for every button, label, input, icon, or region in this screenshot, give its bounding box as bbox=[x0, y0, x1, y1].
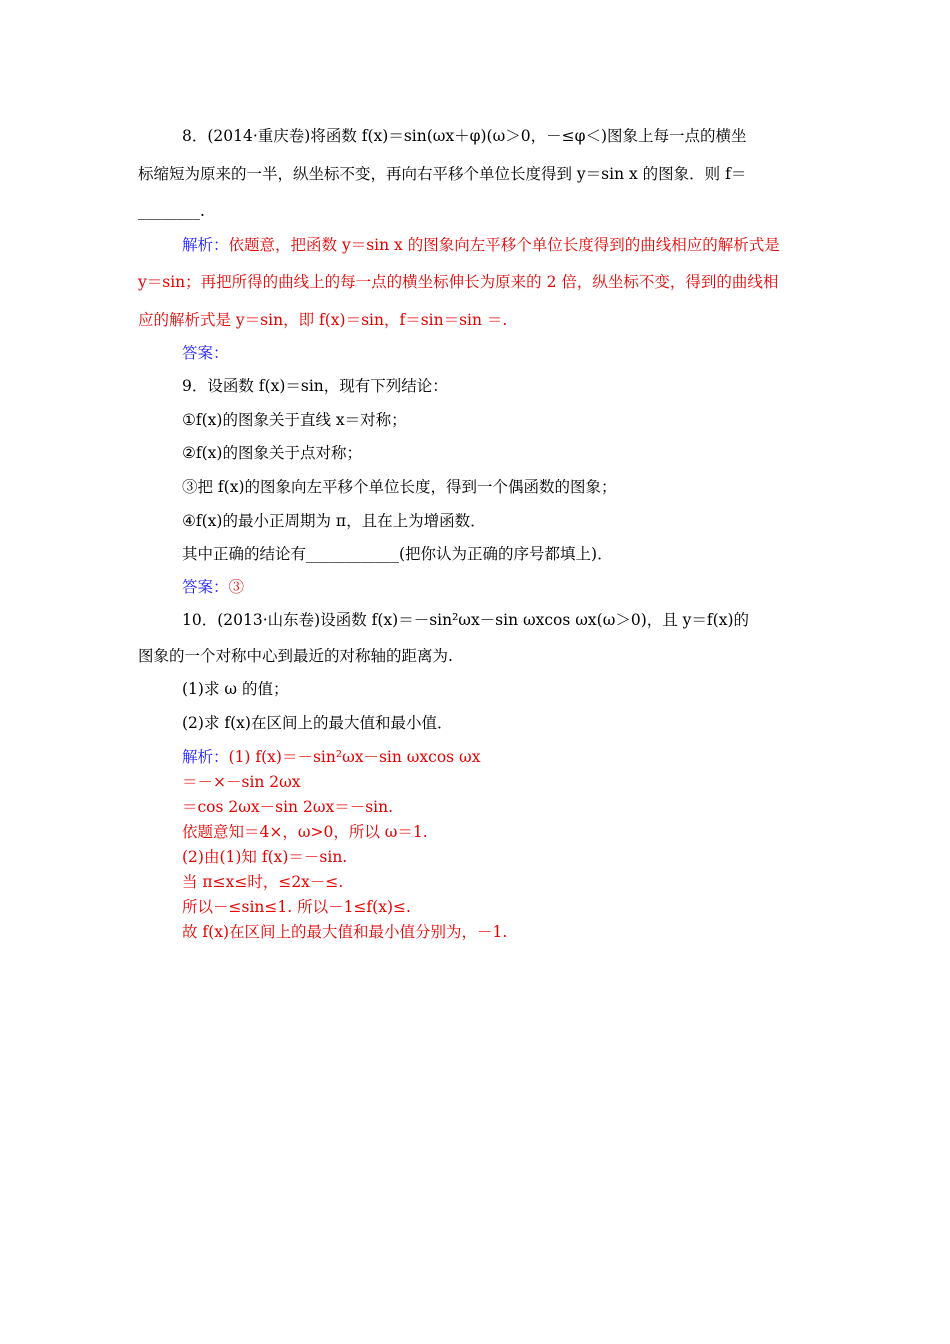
q10-analysis-line-6: 当 π≤x≤时，≤2x－≤. bbox=[182, 873, 344, 891]
q9-answer-value: ③ bbox=[228, 578, 245, 596]
q9-statement-4: ④f(x)的最小正周期为 π，且在上为增函数． bbox=[182, 512, 486, 530]
q8-stem-line-1: 8．(2014·重庆卷)将函数 f(x)＝sin(ωx＋φ)(ω＞0，－≤φ＜)图象上每一点的横坐 bbox=[182, 127, 747, 145]
q8-analysis-text-1: 依题意，把函数 y＝sin x 的图象向左平移个单位长度得到的曲线相应的解析式是 bbox=[228, 236, 780, 254]
q10-analysis-line-2: ＝－×－sin 2ωx bbox=[182, 773, 301, 791]
q10-analysis-line-4: 依题意知＝4×，ω>0，所以 ω＝1. bbox=[182, 823, 428, 841]
q8-analysis-label: 解析： bbox=[182, 236, 229, 254]
q9-conclusion: 其中正确的结论有____________(把你认为正确的序号都填上)． bbox=[182, 545, 613, 563]
q10-part-2: (2)求 f(x)在区间上的最大值和最小值． bbox=[182, 714, 453, 732]
q8-analysis-line-1 bbox=[182, 235, 780, 255]
q10-analysis-line-5: (2)由(1)知 f(x)＝－sin. bbox=[182, 848, 348, 866]
q8-analysis-line-2: y＝sin；再把所得的曲线上的每一点的横坐标伸长为原来的 2 倍，纵坐标不变，得到的曲线相 bbox=[138, 273, 779, 291]
q10-analysis-line-8: 故 f(x)在区间上的最大值和最小值分别为，－1. bbox=[182, 923, 508, 941]
q10-analysis-text-1: (1) f(x)＝－sin²ωx－sin ωxcos ωx bbox=[228, 748, 481, 766]
q9-statement-1: ①f(x)的图象关于直线 x＝对称； bbox=[182, 411, 407, 429]
q9-statement-3: ③把 f(x)的图象向左平移个单位长度，得到一个偶函数的图象； bbox=[182, 478, 617, 496]
q8-answer-label: 答案： bbox=[182, 344, 229, 362]
q10-analysis-line-7: 所以－≤sin≤1. 所以－1≤f(x)≤. bbox=[182, 898, 411, 916]
q8-answer bbox=[182, 343, 229, 363]
q9-answer-label: 答案： bbox=[182, 578, 229, 596]
q10-analysis-line-1 bbox=[182, 747, 480, 767]
q9-stem: 9．设函数 f(x)＝sin，现有下列结论： bbox=[182, 377, 448, 395]
q10-stem-line-1: 10．(2013·山东卷)设函数 f(x)＝－sin²ωx－sin ωxcos ωx(ω＞0)，且 y＝f(x)的 bbox=[182, 611, 750, 629]
q10-part-1: (1)求 ω 的值； bbox=[182, 680, 289, 698]
q8-stem-line-2: 标缩短为原来的一半，纵坐标不变，再向右平移个单位长度得到 y＝sin x 的图象．则 f＝ bbox=[138, 165, 747, 183]
q8-analysis-line-3: 应的解析式是 y＝sin，即 f(x)＝sin，f＝sin＝sin ＝. bbox=[138, 311, 508, 329]
q9-answer bbox=[182, 577, 244, 597]
q10-stem-line-2: 图象的一个对称中心到最近的对称轴的距离为. bbox=[138, 647, 453, 665]
q10-analysis-line-3: ＝cos 2ωx－sin 2ωx＝－sin. bbox=[182, 798, 394, 816]
q8-blank: ________. bbox=[138, 202, 205, 220]
q9-statement-2: ②f(x)的图象关于点对称； bbox=[182, 444, 362, 462]
q10-analysis-label: 解析： bbox=[182, 748, 229, 766]
